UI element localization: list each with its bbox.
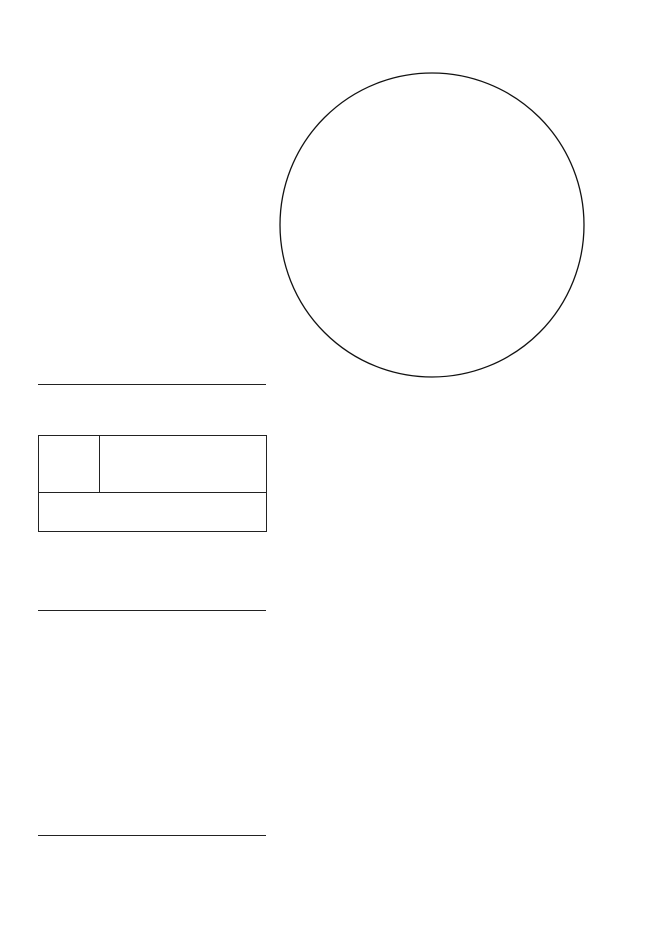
divider	[38, 384, 266, 385]
event-info-box	[38, 435, 267, 532]
divider	[38, 835, 266, 836]
speakers-list	[38, 624, 278, 633]
divider	[38, 610, 266, 611]
box-divider	[99, 435, 100, 492]
outline-circle	[280, 73, 584, 377]
qr-code-icon[interactable]	[574, 845, 614, 885]
box-divider	[38, 492, 267, 493]
